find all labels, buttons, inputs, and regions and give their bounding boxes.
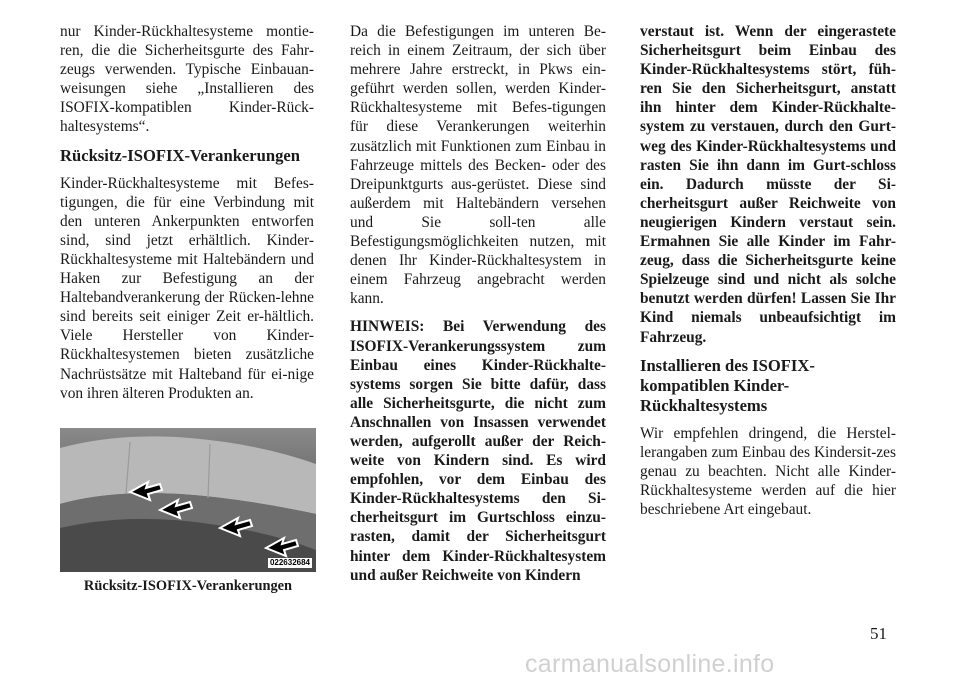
text-column-1 — [60, 22, 314, 412]
section-heading-isofix-anchors: Rücksitz-ISOFIX-Verankerungen — [60, 145, 301, 165]
figure-caption: Rücksitz-ISOFIX-Verankerungen — [83, 578, 293, 594]
page-number: 51 — [870, 624, 887, 643]
rear-seat-isofix-photo — [60, 428, 316, 572]
paragraph: nur Kinder-Rückhaltesysteme montie-ren, die die Sicherheitsgurte des Fahr-zeugs verwenden. Typische Einbauan-weisungen siehe „Installieren des ISOFIX-kompatiblen Kinder-Rück-haltesystems“. — [60, 23, 314, 136]
paragraph: Kinder-Rückhaltesysteme mit Befes-tigungen, die für eine Verbindung mit den unteren Ankerpunkten entworfen sind, sind jetzt erhältlich. Kinder-Rückhaltesysteme mit Haltebändern und Haken zur Befestigung an der Haltebandverankerung der Rücken-lehne sind bereits seit einiger Zeit er-hältlich. Viele Hersteller von Kinder-Rückhaltesystemen bieten zusätzliche Nachrüstsätze mit Halteband für ei-nige von ihren älteren Produkten an. — [60, 174, 314, 402]
paragraph: Wir empfehlen dringend, die Herstel-lerangaben zum Einbau des Kindersit-zes genau zu beachten. Nicht alle Kinder-Rückhaltesysteme werden auf die hier beschriebene Art eingebaut. — [640, 424, 896, 518]
paragraph: Da die Befestigungen im unteren Be-reich in einem Zeitraum, der sich über mehrere Jahre erstreckt, in Pkws ein-geführt werden sollen, werden Kinder-Rückhaltesysteme mit Befes-tigungen für diese Verankerungen weiterhin zusätzlich mit Funktionen zum Einbau in Fahrzeuge mittels des Becken- oder des Dreipunktgurts aus-gerüstet. Diese sind außerdem mit Haltebändern versehen und Sie soll-ten alle Befestigungsmöglichkeiten nutzen, mit denen Ihr Kinder-Rückhaltesystem in einem Fahrzeug angebracht werden kann. — [350, 23, 606, 308]
text-column-2 — [350, 22, 606, 594]
note-paragraph-continued: verstaut ist. Wenn der eingerastete Sicherheitsgurt beim Einbau des Kinder-Rückhaltesystems stört, füh-ren Sie den Sicherheitsgurt, anstatt ihn hinter dem Kinder-Rückhalte-system zu verstauen, durch den Gurt-weg des Kinder-Rückhaltesystems und rasten Sie ihn dann im Gurt-schloss ein. Dadurch müsste der Si-cherheitsgurt außer Reichweite von neugierigen Kindern verstaut sein. Ermahnen Sie alle Kinder im Fahr-zeug, dass die Sicherheitsgurte keine Spielzeuge sind und nicht als solche benutzt werden dürfen! Lassen Sie Ihr Kind niemals unbeaufsichtigt im Fahrzeug. — [640, 23, 896, 346]
section-heading-installing-isofix: Installieren des ISOFIX-kompatiblen Kinder-Rückhaltesystems — [640, 355, 815, 415]
note-paragraph: HINWEIS: Bei Verwendung des ISOFIX-Verankerungssystem zum Einbau eines Kinder-Rückhalte-systems sorgen Sie bitte dafür, dass alle Sicherheitsgurte, die nicht zum Anschnallen von Insassen verwendet werden, aufgerollt außer der Reich-weite von Kindern sind. Es wird empfohlen, vor dem Einbau des Kinder-Rückhaltesystems den Si-cherheitsgurt im Gurtschloss einzu-rasten, damit der Sicherheitsgurt hinter dem Kinder-Rückhaltesystem und außer Reichweite von Kindern — [350, 318, 606, 584]
seat-illustration — [60, 428, 316, 572]
text-column-3 — [640, 22, 896, 528]
watermark: carmanualsonline.info — [525, 650, 775, 678]
figure-id: 022632684 — [269, 558, 310, 567]
